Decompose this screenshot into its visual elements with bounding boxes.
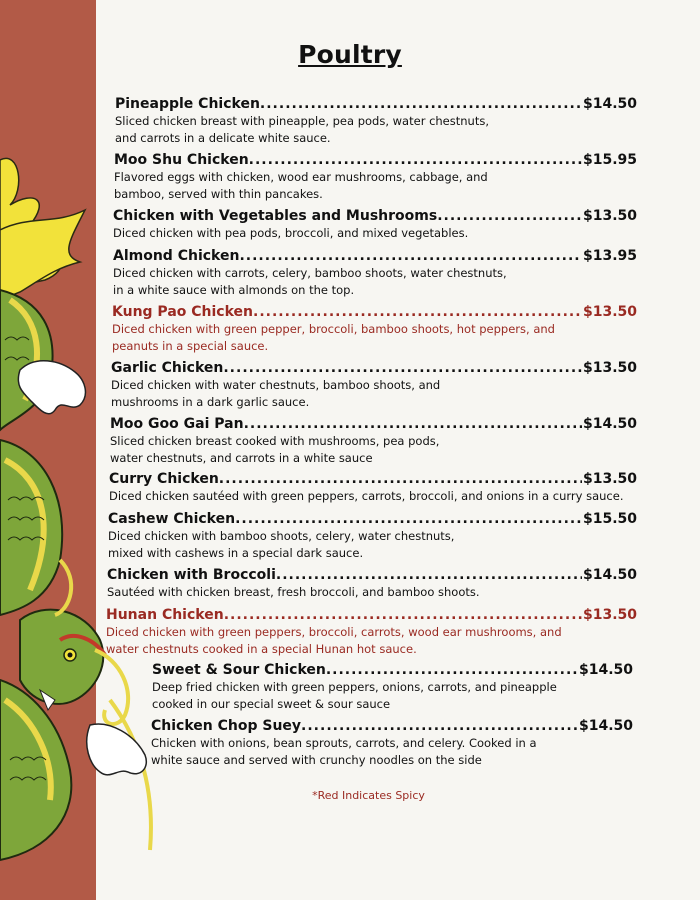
menu-item-description: Diced chicken with green peppers, broccoli, carrots, wood ear mushrooms, and water chestnuts cooked in a special Hunan hot sauce. (106, 625, 562, 656)
menu-item-header (109, 470, 637, 488)
menu-item-name: Garlic Chicken (111, 360, 224, 376)
menu-item-description: Diced chicken with water chestnuts, bamboo shoots, and mushrooms in a dark garlic sauce. (111, 378, 441, 409)
menu-item (112, 303, 637, 354)
menu-item-description: Chicken with onions, bean sprouts, carrots, and celery. Cooked in a white sauce and served with crunchy noodles on the side (151, 736, 537, 767)
menu-item-price: $14.50 (582, 96, 637, 112)
dragon-mane (0, 158, 85, 300)
menu-item-price: $13.50 (582, 360, 637, 376)
menu-item-name: Moo Goo Gai Pan (110, 416, 244, 432)
menu-item-price: $13.50 (582, 208, 637, 224)
menu-item (114, 151, 637, 202)
dragon-head (20, 610, 105, 710)
dot-leader (249, 151, 582, 169)
menu-item-description: Diced chicken with carrots, celery, bamboo shoots, water chestnuts, in a white sauce with almonds on the top. (113, 266, 507, 297)
menu-item-price: $13.95 (582, 248, 637, 264)
menu-item-price: $15.95 (582, 152, 637, 168)
menu-item (110, 415, 637, 466)
menu-item (111, 359, 637, 410)
menu-item-price: $13.50 (582, 304, 637, 320)
spicy-note: *Red Indicates Spicy (312, 789, 425, 802)
dot-leader (223, 359, 582, 377)
menu-item-name: Chicken with Broccoli (107, 567, 276, 583)
dot-leader (239, 247, 582, 265)
menu-item-description: Sliced chicken breast with pineapple, pea pods, water chestnuts, and carrots in a delicate white sauce. (115, 114, 489, 145)
menu-item (113, 207, 637, 242)
menu-item-header (115, 95, 637, 113)
menu-item-name: Curry Chicken (109, 471, 219, 487)
menu-item-price: $14.50 (582, 567, 637, 583)
menu-item-description: Diced chicken with bamboo shoots, celery, water chestnuts, mixed with cashews in a special dark sauce. (108, 529, 455, 560)
menu-item (152, 661, 633, 712)
menu-item (113, 247, 637, 298)
menu-item-price: $13.50 (582, 607, 637, 623)
dot-leader (301, 717, 578, 735)
dot-leader (437, 207, 582, 225)
menu-item-header (107, 566, 637, 584)
dot-leader (253, 303, 582, 321)
dot-leader (276, 566, 582, 584)
menu-item-name: Pineapple Chicken (115, 96, 260, 112)
dot-leader (244, 415, 582, 433)
menu-item-name: Cashew Chicken (108, 511, 236, 527)
dot-leader (260, 95, 582, 113)
menu-item-header (151, 717, 633, 735)
menu-item-header (113, 247, 637, 265)
menu-item-header (106, 606, 637, 624)
menu-item-description: Diced chicken with pea pods, broccoli, and mixed vegetables. (113, 226, 469, 240)
dot-leader (219, 470, 582, 488)
page-title: Poultry (298, 40, 402, 69)
menu-item-price: $13.50 (582, 471, 637, 487)
menu-item-name: Moo Shu Chicken (114, 152, 249, 168)
menu-item-description: Sliced chicken breast cooked with mushrooms, pea pods, water chestnuts, and carrots in a white sauce (110, 434, 440, 465)
menu-item-header (113, 207, 637, 225)
menu-item (106, 606, 637, 657)
menu-item-header (110, 415, 637, 433)
menu-item-price: $14.50 (578, 662, 633, 678)
menu-item-header (152, 661, 633, 679)
menu-item-name: Chicken with Vegetables and Mushrooms (113, 208, 438, 224)
menu-item-price: $14.50 (578, 718, 633, 734)
dragon-whiskers (55, 560, 151, 850)
dot-leader (224, 606, 582, 624)
menu-item-price: $14.50 (582, 416, 637, 432)
menu-item (109, 470, 637, 505)
dragon-claw-lower (87, 724, 147, 775)
dot-leader (235, 510, 582, 528)
menu-item-description: Sautéed with chicken breast, fresh broccoli, and bamboo shoots. (107, 585, 480, 599)
menu-item-description: Deep fried chicken with green peppers, onions, carrots, and pineapple cooked in our special sweet & sour sauce (152, 680, 557, 711)
menu-item-description: Diced chicken with green pepper, broccoli, bamboo shoots, hot peppers, and peanuts in a special sauce. (112, 322, 555, 353)
menu-item (115, 95, 637, 146)
dot-leader (326, 661, 578, 679)
menu-item (151, 717, 633, 768)
menu-item-header (111, 359, 637, 377)
menu-item-header (114, 151, 637, 169)
menu-item (108, 510, 637, 561)
menu-item-price: $15.50 (582, 511, 637, 527)
menu-item (107, 566, 637, 601)
menu-item-name: Hunan Chicken (106, 607, 224, 623)
menu-item-name: Chicken Chop Suey (151, 718, 302, 734)
menu-item-header (112, 303, 637, 321)
menu-item-description: Flavored eggs with chicken, wood ear mushrooms, cabbage, and bamboo, served with thin pancakes. (114, 170, 488, 201)
menu-item-name: Almond Chicken (113, 248, 240, 264)
menu-item-description: Diced chicken sautéed with green peppers, carrots, broccoli, and onions in a curry sauce. (109, 489, 624, 503)
menu-item-header (108, 510, 637, 528)
menu-item-name: Kung Pao Chicken (112, 304, 253, 320)
menu-item-name: Sweet & Sour Chicken (152, 662, 326, 678)
